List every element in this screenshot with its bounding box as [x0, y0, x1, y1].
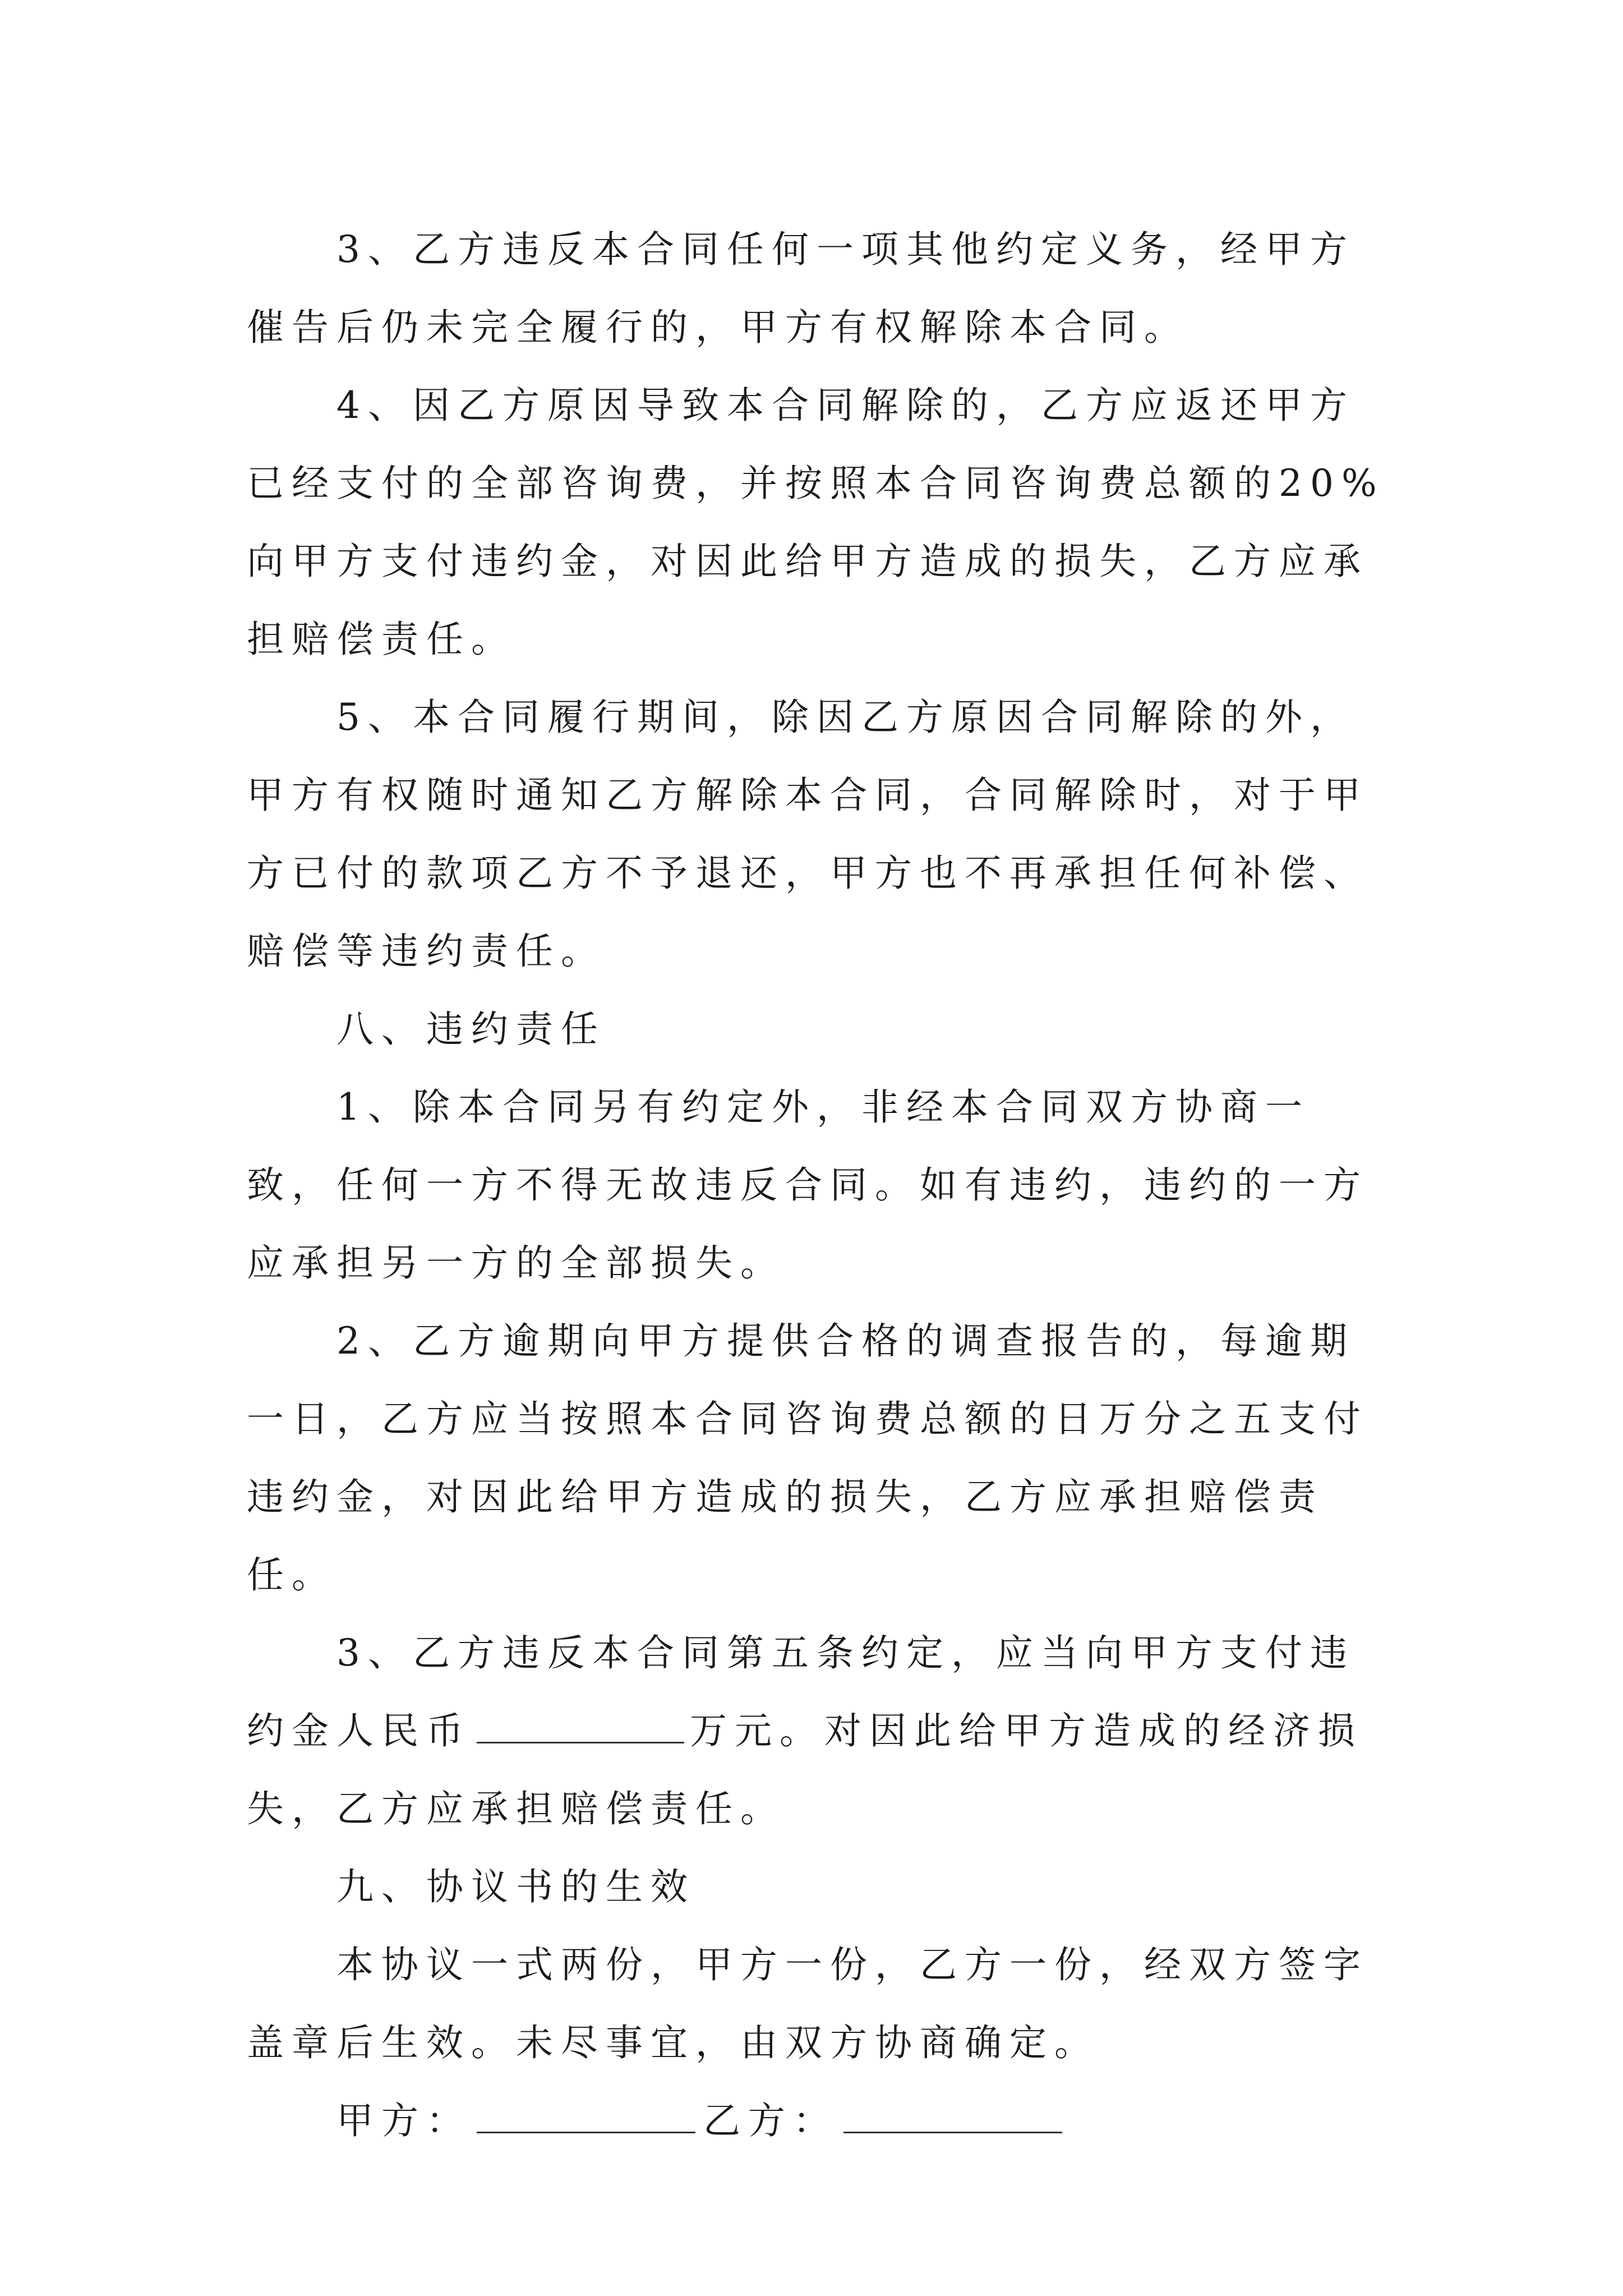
signature-line [247, 2082, 1396, 2160]
clause-7-3: 3、乙方违反本合同任何一项其他约定义务，经甲方催告后仍未完全履行的，甲方有权解除本合同。 [247, 228, 1355, 349]
clause-7-4: 4、因乙方原因导致本合同解除的，乙方应返还甲方已经支付的全部咨询费，并按照本合同咨询费总额的20%向甲方支付违约金，对因此给甲方造成的损失，乙方应承担赔偿责任。 [247, 384, 1385, 661]
clause-8-1: 1、除本合同另有约定外，非经本合同双方协商一致，任何一方不得无故违反合同。如有违约，违约的一方应承担另一方的全部损失。 [247, 1085, 1368, 1285]
clause-8-3 [247, 1614, 1396, 1848]
section-9-body: 本协议一式两份，甲方一份，乙方一份，经双方签字盖章后生效。未尽事宜，由双方协商确定。 [247, 1943, 1368, 2064]
section-9-heading: 九、协议书的生效 [336, 1865, 695, 1908]
clause-8-3-text-after: 万元。对因此给甲方造成的经济损失，乙方应承担赔偿责任。 [247, 1709, 1363, 1830]
section-8-heading: 八、违约责任 [336, 1007, 606, 1051]
clause-8-3-text-before: 3、乙方违反本合同第五条约定，应当向甲方支付违约金人民币 [247, 1631, 1355, 1752]
penalty-amount-blank [477, 1703, 684, 1743]
party-a-signature-blank [477, 2092, 695, 2133]
clause-8-2: 2、乙方逾期向甲方提供合格的调查报告的，每逾期一日，乙方应当按照本合同咨询费总额的日万分之五支付违约金，对因此给甲方造成的损失，乙方应承担赔偿责任。 [247, 1319, 1368, 1596]
party-a-label: 甲方： [336, 2099, 471, 2142]
party-b-signature-blank [843, 2092, 1062, 2133]
contract-body [247, 210, 1396, 2160]
clause-7-5: 5、本合同履行期间，除因乙方原因合同解除的外，甲方有权随时通知乙方解除本合同，合同解除时，对于甲方已付的款项乙方不予退还，甲方也不再承担任何补偿、赔偿等违约责任。 [247, 696, 1368, 973]
party-b-label: 乙方： [703, 2099, 838, 2142]
